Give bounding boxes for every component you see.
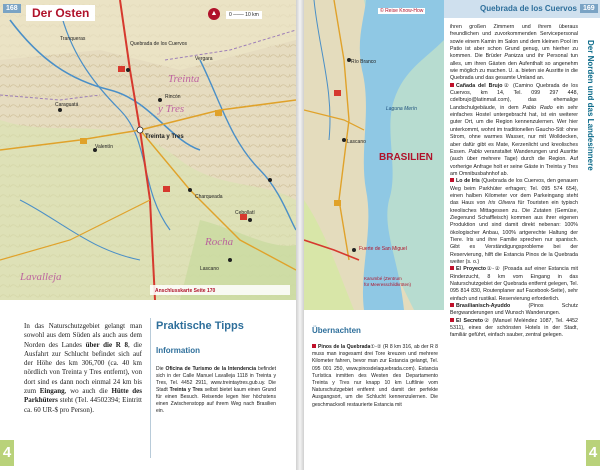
- accommodation-column-2: ihren großen Zimmern und ihrem überaus freundlichen und zuvorkommenden Servicepersonal sowie einem Kamin im Salon und dem kleinen Pool im Patio ist aber schon Grund genug, um hierher zu kommen. Die Brüder Panizza und ihr Personal tun alles, um ihren Gästen den Aufenthalt so angenehm wie möglich zu machen. U. a. bieten sie Ausritte in die Quebrada und das gesamte Umland an. Cañada del Brujo② (Camino Quebrada de los Cuervos, km 14, Tel. 099 297 448, cdelbrujo@latinmail.com), das ehemalige Landschulgebäude, in dem Pablo Rado ein sehr einfaches Hostel untergebracht hat, ist ein weiterer guter Ort, um die Region kennenzulernen. Wer hier unterkommt, wohnt im traditionellen Gaucho-Stil: ohne Strom, ohne warmes Wasser, nur mit Wolldecken, aber dafür gibt es Mate, Kerzenlicht und kreolisches Essen. Pablo veranstaltet Wanderungen und Ausritte (auch über mehrere Tage) durch die Region. Auf vorherige Anfrage holt er seine Gäste in Treinta y Tres am Omnibusbahnhof ab. Lo de Iris (Quebrada de los Cuervos, den genauen Weg beim Parkhüter erfragen; Tel. 095 574 654), einen halben Kilometer vor dem Parkeingang steht das Haus von Iris Olivera für Touristen ein typisch kreolisches Mittagessen zu. Die Zutaten (Gemüse, Ziegenund Schaffleisch) kommen aus ihrer eigenen Produktion und sind damit direkt nebenan: 100% ökologischer Anbau, 100% artgerechte Haltung der Tiere. Iris und ihre Familie sprechen nur spanisch. Gibt es Verständigungsprobleme bei der Reservierung, hilft die Estancia Pinos de la Quebrada weiter (s. o.) El Proyecto①-② (Posada auf einer Estancia mit Rinderzucht, 8 km vom Eingang in das Naturschutzgebiet der Quebrada entfernt gelegen, Tel. 095 814 830, Routenplaner auf Facebook-Seite), sehr einfach und rustikal. Reservierung erforderlich. Brasilianisch-Ayuddo (Pinos Schutz Bergwanderungen und Wunsch Wanderungen. El Secreto② (Manuel Meléndez 1087, Tel. 4452 5311), eines der schönsten Hotels in der Stadt, familiär geführt, einfach sauber, zentral gelegen.: [450, 24, 578, 339]
- map-place: Lascano: [200, 266, 219, 272]
- map-place: Rincón: [165, 94, 181, 100]
- map-label: Karumbé (Zentrum: [364, 276, 402, 281]
- coastal-map: [304, 0, 444, 310]
- map-place: Fuerte de San Miguel: [359, 246, 407, 252]
- map-region: y Tres: [158, 103, 185, 115]
- terrain-map: [0, 0, 296, 300]
- map-brasilien: [304, 0, 444, 310]
- chapter-tab-right: 4: [586, 440, 600, 466]
- chapter-tab-left: 4: [0, 440, 14, 466]
- intro-paragraph: In das Naturschutzgebiet gelangt man sowohl aus dem Süden als auch aus dem Norden des Landes über die R 8, die Ausfahrt zur Schlucht befindet sich auf der Höhe des km 306,700 (ca. 40 km nördlich von Treinta y Tres entfernt), von dort sind es dann noch einmal 24 km bis zum Eingang, wo auch die Hütte des Parkhüters steht (Tel. 44502394; Eintritt ca. 60 UR-$ pro Person).: [24, 322, 142, 414]
- map-lake: Laguna Merín: [386, 106, 417, 112]
- information-paragraph: Die Oficina de Turismo de la Intendencia befindet sich in der Calle Manuel Lavalleja 1118 in Treinta y Tres, Tel. 4452 2911, www.treintaytres.gub.uy. Die Stadt Treinta y Tres selbst bietet kaum einen Grund für einen Besuch. Reisende legen hier höchstens einen Zwischenstopp auf ihrem Weg nach Brasilien ein.: [156, 366, 276, 415]
- map-label: für Meeresschildkröten): [364, 282, 412, 287]
- map-place: Charqueada: [195, 194, 223, 200]
- map-place: Lascano: [347, 139, 366, 145]
- column-divider: [150, 318, 151, 458]
- section-subtitle-information: Information: [156, 346, 200, 355]
- map-region: Lavalleja: [20, 271, 62, 283]
- map-country: BRASILIEN: [379, 152, 433, 163]
- map-note: Anschlusskarte Seite 170: [155, 288, 216, 294]
- book-gutter: [296, 0, 304, 470]
- map-copyright: © Reise Know-How: [380, 8, 424, 14]
- right-page: [304, 0, 600, 470]
- compass-icon: ▲: [208, 8, 220, 20]
- page-number-right: 169: [580, 4, 598, 13]
- map-scale: 0 ─── 10 km: [226, 11, 262, 19]
- map-region: Treinta: [168, 73, 200, 85]
- map-place: Vergara: [195, 56, 213, 62]
- map-place: Valentín: [95, 144, 113, 150]
- section-title-praktische-tipps: Praktische Tipps: [156, 320, 244, 332]
- map-place: Quebrada de los Cuervos: [130, 41, 187, 47]
- map-place: Treinta y Tres: [145, 134, 184, 140]
- page-number-left: 168: [3, 4, 21, 13]
- accommodation-column-1: Pinos de la Quebrada①-② (R 8 km 316, ab der R 8 muss man insgesamt drei Tore kreuzen und mehrere Kilometer fahren, bevor man zur Estancia gelangt, Tel. 095 001 250, www.pinosdelaquebrada.com). Estancia Turística inmitten des Westen des Departamento Treinta y Tres nur knapp 10 km Luftlinie vom Naturschutzgebiet entfernt und damit der perfekte Ausgangsort, um die Schlucht kennenzulernen. Die geschmackvoll restaurierte Estancia mit: [312, 344, 438, 408]
- left-page: [0, 0, 296, 470]
- chapter-sidebar: Der Norden und das Landesinnere: [586, 40, 595, 171]
- map-der-osten: [0, 0, 296, 300]
- section-title-uebernachten: Übernachten: [312, 326, 361, 335]
- map-title: Der Osten: [26, 5, 95, 21]
- map-region: Rocha: [205, 236, 234, 248]
- map-place: Tranqueras: [60, 36, 86, 42]
- map-place: Caraguatá: [55, 102, 79, 108]
- running-header: Quebrada de los Cuervos: [480, 4, 577, 13]
- map-place: Cebollatí: [235, 210, 255, 216]
- map-place: Río Branco: [351, 59, 377, 65]
